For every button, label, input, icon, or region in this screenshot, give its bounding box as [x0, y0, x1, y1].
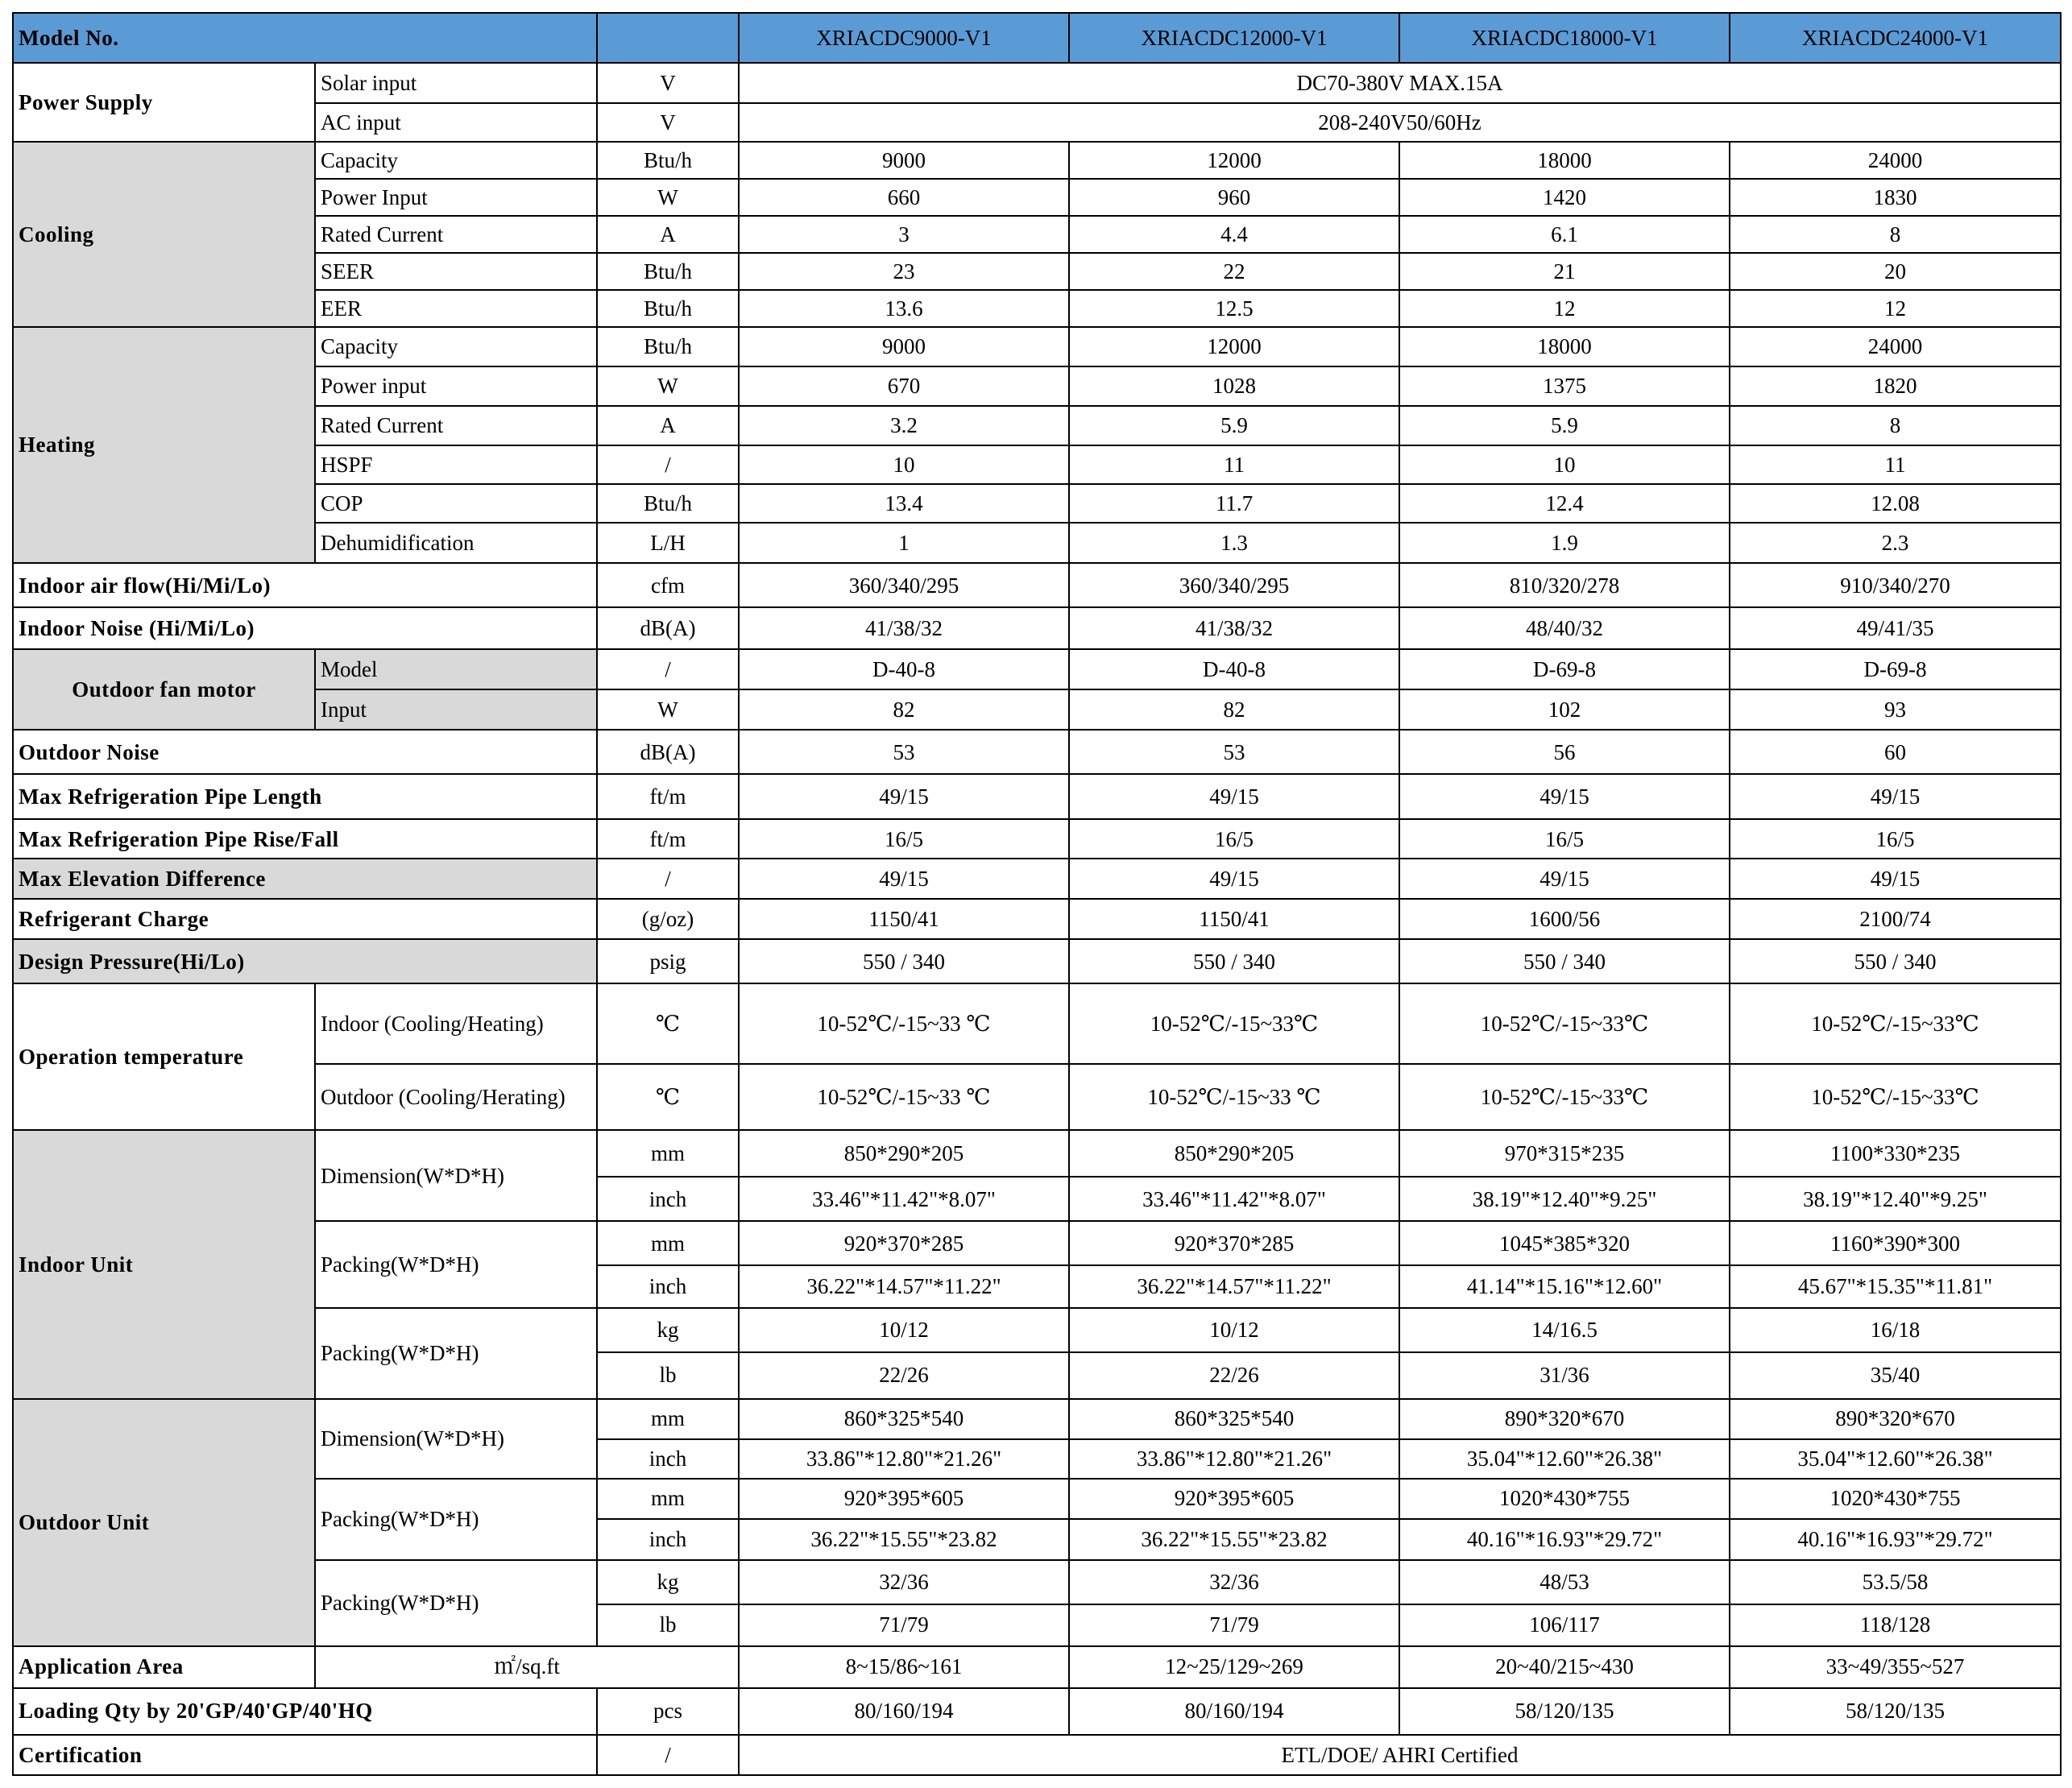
value-cell: 48/40/32 [1399, 607, 1730, 649]
value-cell: 11 [1730, 445, 2061, 484]
row-label: Power Input [315, 179, 597, 216]
row-label: Outdoor (Cooling/Herating) [315, 1064, 597, 1130]
unit-cell: inch [597, 1177, 739, 1221]
value-cell: 5.9 [1399, 406, 1730, 445]
value-cell: 38.19"*12.40"*9.25" [1399, 1177, 1730, 1221]
value-cell: 33.46"*11.42"*8.07" [1069, 1177, 1399, 1221]
value-cell: 1600/56 [1399, 899, 1730, 939]
row-label: SEER [315, 253, 597, 290]
value-cell: 35.04"*12.60"*26.38" [1730, 1439, 2061, 1479]
value-cell: 16/5 [1399, 819, 1730, 859]
value-cell: 80/160/194 [739, 1688, 1069, 1735]
table-row [13, 819, 2061, 859]
unit-cell: kg [597, 1308, 739, 1352]
value-cell: 41.14"*15.16"*12.60" [1399, 1265, 1730, 1307]
table-row [13, 142, 2061, 179]
unit-cell: pcs [597, 1688, 739, 1735]
value-cell: 10-52℃/-15~33℃ [1730, 1064, 2061, 1130]
table-row [13, 563, 2061, 607]
value-cell: 82 [739, 689, 1069, 730]
unit-cell: W [597, 366, 739, 406]
subgroup-label: Packing(W*D*H) [315, 1560, 597, 1646]
row-label: Design Pressure(Hi/Lo) [13, 939, 597, 983]
table-row [13, 649, 2061, 689]
table-row [13, 1064, 2061, 1130]
table-row [13, 1735, 2061, 1775]
table-row [13, 899, 2061, 939]
value-cell: 550 / 340 [739, 939, 1069, 983]
row-label: Rated Current [315, 216, 597, 253]
table-row [13, 607, 2061, 649]
unit-cell: Btu/h [597, 142, 739, 179]
row-label: Capacity [315, 327, 597, 366]
value-cell: 35/40 [1730, 1352, 2061, 1399]
unit-cell: W [597, 179, 739, 216]
table-row [13, 103, 2061, 142]
value-cell: 960 [1069, 179, 1399, 216]
value-cell: 12.4 [1399, 484, 1730, 523]
value-cell: 2.3 [1730, 523, 2061, 563]
row-label: Dehumidification [315, 523, 597, 563]
value-cell: 11.7 [1069, 484, 1399, 523]
value-cell: 53 [739, 730, 1069, 774]
table-row [13, 253, 2061, 290]
value-cell: 8 [1730, 216, 2061, 253]
value-cell: 58/120/135 [1399, 1688, 1730, 1735]
unit-cell: / [597, 1735, 739, 1775]
value-cell: 58/120/135 [1730, 1688, 2061, 1735]
subgroup-label: Dimension(W*D*H) [315, 1399, 597, 1479]
value-cell: D-69-8 [1399, 649, 1730, 689]
value-cell: 920*395*605 [1069, 1479, 1399, 1519]
row-label: AC input [315, 103, 597, 142]
group-label: Power Supply [13, 63, 315, 142]
unit-cell: W [597, 689, 739, 730]
unit-cell: Btu/h [597, 484, 739, 523]
value-cell: 890*320*670 [1399, 1399, 1730, 1439]
row-label: Solar input [315, 63, 597, 103]
value-cell: 24000 [1730, 142, 2061, 179]
unit-cell: dB(A) [597, 730, 739, 774]
value-cell: 60 [1730, 730, 2061, 774]
value-cell: 550 / 340 [1730, 939, 2061, 983]
unit-cell: cfm [597, 563, 739, 607]
table-row [13, 1308, 2061, 1352]
group-label: Heating [13, 327, 315, 563]
value-cell: 71/79 [1069, 1604, 1399, 1646]
value-cell: 1375 [1399, 366, 1730, 406]
value-cell: 920*395*605 [739, 1479, 1069, 1519]
unit-cell: Btu/h [597, 253, 739, 290]
value-cell: 102 [1399, 689, 1730, 730]
unit-cell: mm [597, 1130, 739, 1177]
value-cell: 49/15 [1399, 774, 1730, 819]
value-cell: 20 [1730, 253, 2061, 290]
value-cell: 850*290*205 [739, 1130, 1069, 1177]
value-cell: 36.22"*14.57"*11.22" [1069, 1265, 1399, 1307]
value-cell: 10-52℃/-15~33℃ [1069, 983, 1399, 1064]
value-cell: 10-52℃/-15~33℃ [1730, 983, 2061, 1064]
value-cell: 36.22"*15.55"*23.82 [1069, 1519, 1399, 1560]
table-row [13, 689, 2061, 730]
value-cell: 14/16.5 [1399, 1308, 1730, 1352]
value-cell: 36.22"*15.55"*23.82 [739, 1519, 1069, 1560]
table-row [13, 179, 2061, 216]
value-cell: 32/36 [739, 1560, 1069, 1604]
value-cell: 810/320/278 [1399, 563, 1730, 607]
value-cell: 8~15/86~161 [739, 1646, 1069, 1688]
table-row [13, 290, 2061, 327]
value-cell: 10 [739, 445, 1069, 484]
value-cell: 49/15 [1730, 774, 2061, 819]
value-cell: 10 [1399, 445, 1730, 484]
unit-cell: psig [597, 939, 739, 983]
value-cell: 10-52℃/-15~33℃ [1399, 1064, 1730, 1130]
value-cell: 12 [1730, 290, 2061, 327]
value-cell: 1.9 [1399, 523, 1730, 563]
group-label: Indoor Unit [13, 1130, 315, 1398]
unit-cell: kg [597, 1560, 739, 1604]
subgroup-label: Packing(W*D*H) [315, 1221, 597, 1307]
value-cell: 1420 [1399, 179, 1730, 216]
value-cell: 71/79 [739, 1604, 1069, 1646]
value-cell: 12.5 [1069, 290, 1399, 327]
value-cell: 49/15 [1730, 859, 2061, 899]
unit-cell: A [597, 216, 739, 253]
unit-header-cell [597, 13, 739, 63]
value-cell: 45.67"*15.35"*11.81" [1730, 1265, 2061, 1307]
model-no-label: Model No. [13, 13, 597, 63]
value-cell: 106/117 [1399, 1604, 1730, 1646]
value-cell: 12 [1399, 290, 1730, 327]
value-cell: 18000 [1399, 327, 1730, 366]
unit-cell: Btu/h [597, 290, 739, 327]
unit-cell: inch [597, 1439, 739, 1479]
value-cell: 53.5/58 [1730, 1560, 2061, 1604]
unit-cell: lb [597, 1604, 739, 1646]
unit-cell: / [597, 649, 739, 689]
row-label: Input [315, 689, 597, 730]
value-cell: 93 [1730, 689, 2061, 730]
value-cell: 10-52℃/-15~33 ℃ [1069, 1064, 1399, 1130]
row-label: Application Area [13, 1646, 315, 1688]
value-cell: 49/15 [1399, 859, 1730, 899]
unit-cell: A [597, 406, 739, 445]
value-cell: D-69-8 [1730, 649, 2061, 689]
value-cell: 1045*385*320 [1399, 1221, 1730, 1265]
value-cell: 890*320*670 [1730, 1399, 2061, 1439]
value-cell: 23 [739, 253, 1069, 290]
value-cell: 118/128 [1730, 1604, 2061, 1646]
value-cell: 9000 [739, 327, 1069, 366]
value-cell: 40.16"*16.93"*29.72" [1730, 1519, 2061, 1560]
value-cell: 10/12 [739, 1308, 1069, 1352]
row-label: Max Elevation Difference [13, 859, 597, 899]
unit-cell: mm [597, 1399, 739, 1439]
value-cell: 32/36 [1069, 1560, 1399, 1604]
value-cell: 16/5 [1730, 819, 2061, 859]
unit-cell: mm [597, 1479, 739, 1519]
value-cell: 3.2 [739, 406, 1069, 445]
unit-cell: dB(A) [597, 607, 739, 649]
value-cell: 920*370*285 [1069, 1221, 1399, 1265]
model-header: XRIACDC12000-V1 [1069, 13, 1399, 63]
row-label: Indoor Noise (Hi/Mi/Lo) [13, 607, 597, 649]
value-cell: 40.16"*16.93"*29.72" [1399, 1519, 1730, 1560]
value-cell: 860*325*540 [739, 1399, 1069, 1439]
row-label: EER [315, 290, 597, 327]
table-row [13, 1130, 2061, 1177]
table-row [13, 1399, 2061, 1439]
value-cell: 1.3 [1069, 523, 1399, 563]
value-cell: ETL/DOE/ AHRI Certified [739, 1735, 2061, 1775]
value-cell: 22/26 [739, 1352, 1069, 1399]
value-cell: 550 / 340 [1069, 939, 1399, 983]
row-label: Loading Qty by 20'GP/40'GP/40'HQ [13, 1688, 597, 1735]
value-cell: 8 [1730, 406, 2061, 445]
table-row [13, 730, 2061, 774]
value-cell: 1100*330*235 [1730, 1130, 2061, 1177]
value-cell: 33~49/355~527 [1730, 1646, 2061, 1688]
spec-table [12, 12, 2062, 1776]
value-cell: 660 [739, 179, 1069, 216]
group-label: Operation temperature [13, 983, 315, 1130]
value-cell: 33.86"*12.80"*21.26" [739, 1439, 1069, 1479]
row-label: Indoor air flow(Hi/Mi/Lo) [13, 563, 597, 607]
value-cell: 850*290*205 [1069, 1130, 1399, 1177]
row-label: Certification [13, 1735, 597, 1775]
value-cell: 22 [1069, 253, 1399, 290]
value-cell: 5.9 [1069, 406, 1399, 445]
value-cell: 1 [739, 523, 1069, 563]
value-cell: 48/53 [1399, 1560, 1730, 1604]
row-label: HSPF [315, 445, 597, 484]
group-label: Cooling [13, 142, 315, 327]
row-label: Model [315, 649, 597, 689]
value-cell: 36.22"*14.57"*11.22" [739, 1265, 1069, 1307]
value-cell: 1020*430*755 [1730, 1479, 2061, 1519]
value-cell: 49/15 [739, 859, 1069, 899]
value-cell: 31/36 [1399, 1352, 1730, 1399]
table-row [13, 366, 2061, 406]
unit-cell: ft/m [597, 774, 739, 819]
row-label: Outdoor Noise [13, 730, 597, 774]
row-label: Refrigerant Charge [13, 899, 597, 939]
value-cell: 80/160/194 [1069, 1688, 1399, 1735]
table-row [13, 774, 2061, 819]
value-cell: 16/5 [1069, 819, 1399, 859]
value-cell: 12~25/129~269 [1069, 1646, 1399, 1688]
value-cell: 10-52℃/-15~33 ℃ [739, 983, 1069, 1064]
value-cell: 24000 [1730, 327, 2061, 366]
unit-cell: ft/m [597, 819, 739, 859]
value-cell: 1830 [1730, 179, 2061, 216]
value-cell: 49/15 [1069, 774, 1399, 819]
unit-cell: lb [597, 1352, 739, 1399]
value-cell: 16/5 [739, 819, 1069, 859]
unit-cell: ℃ [597, 1064, 739, 1130]
value-cell: 6.1 [1399, 216, 1730, 253]
unit-cell: / [597, 859, 739, 899]
value-cell: 13.6 [739, 290, 1069, 327]
table-row [13, 484, 2061, 523]
subgroup-label: Packing(W*D*H) [315, 1479, 597, 1560]
unit-cell: V [597, 103, 739, 142]
value-cell: 41/38/32 [739, 607, 1069, 649]
model-header: XRIACDC24000-V1 [1730, 13, 2061, 63]
value-cell: 16/18 [1730, 1308, 2061, 1352]
value-cell: 360/340/295 [1069, 563, 1399, 607]
table-row [13, 327, 2061, 366]
row-label: Power input [315, 366, 597, 406]
unit-cell: ℃ [597, 983, 739, 1064]
value-cell: 22/26 [1069, 1352, 1399, 1399]
value-cell: 35.04"*12.60"*26.38" [1399, 1439, 1730, 1479]
unit-cell: / [597, 445, 739, 484]
model-header: XRIACDC9000-V1 [739, 13, 1069, 63]
unit-cell: V [597, 63, 739, 103]
value-cell: 910/340/270 [1730, 563, 2061, 607]
model-header: XRIACDC18000-V1 [1399, 13, 1730, 63]
value-cell: 10/12 [1069, 1308, 1399, 1352]
value-cell: DC70-380V MAX.15A [739, 63, 2061, 103]
unit-cell: Btu/h [597, 327, 739, 366]
value-cell: D-40-8 [739, 649, 1069, 689]
value-cell: 33.46"*11.42"*8.07" [739, 1177, 1069, 1221]
value-cell: 21 [1399, 253, 1730, 290]
unit-cell: mm [597, 1221, 739, 1265]
table-row [13, 216, 2061, 253]
group-label: Outdoor Unit [13, 1399, 315, 1646]
value-cell: 11 [1069, 445, 1399, 484]
value-cell: 12000 [1069, 142, 1399, 179]
unit-cell: (g/oz) [597, 899, 739, 939]
table-row [13, 1479, 2061, 1519]
value-cell: 4.4 [1069, 216, 1399, 253]
value-cell: 49/15 [1069, 859, 1399, 899]
subgroup-label: Packing(W*D*H) [315, 1308, 597, 1399]
row-label: Max Refrigeration Pipe Rise/Fall [13, 819, 597, 859]
value-cell: 920*370*285 [739, 1221, 1069, 1265]
value-cell: 670 [739, 366, 1069, 406]
table-row [13, 63, 2061, 103]
row-label: Capacity [315, 142, 597, 179]
value-cell: 38.19"*12.40"*9.25" [1730, 1177, 2061, 1221]
value-cell: 9000 [739, 142, 1069, 179]
group-label: Outdoor fan motor [13, 649, 315, 730]
value-cell: 82 [1069, 689, 1399, 730]
table-row [13, 1688, 2061, 1735]
row-label: Max Refrigeration Pipe Length [13, 774, 597, 819]
subgroup-label: Dimension(W*D*H) [315, 1130, 597, 1221]
row-label: Indoor (Cooling/Heating) [315, 983, 597, 1064]
table-row [13, 939, 2061, 983]
table-row [13, 523, 2061, 563]
table-row [13, 1646, 2061, 1688]
value-cell: D-40-8 [1069, 649, 1399, 689]
table-row [13, 13, 2061, 63]
value-cell: 3 [739, 216, 1069, 253]
value-cell: 12.08 [1730, 484, 2061, 523]
unit-cell: inch [597, 1265, 739, 1307]
value-cell: 1020*430*755 [1399, 1479, 1730, 1519]
value-cell: 970*315*235 [1399, 1130, 1730, 1177]
value-cell: 10-52℃/-15~33℃ [1399, 983, 1730, 1064]
value-cell: 2100/74 [1730, 899, 2061, 939]
unit-cell: inch [597, 1519, 739, 1560]
value-cell: 860*325*540 [1069, 1399, 1399, 1439]
value-cell: 1028 [1069, 366, 1399, 406]
value-cell: 1150/41 [739, 899, 1069, 939]
value-cell: 18000 [1399, 142, 1730, 179]
value-cell: 49/15 [739, 774, 1069, 819]
value-cell: 56 [1399, 730, 1730, 774]
value-cell: 1160*390*300 [1730, 1221, 2061, 1265]
row-label: Rated Current [315, 406, 597, 445]
value-cell: 20~40/215~430 [1399, 1646, 1730, 1688]
value-cell: 13.4 [739, 484, 1069, 523]
table-row [13, 983, 2061, 1064]
table-row [13, 1560, 2061, 1604]
value-cell: 360/340/295 [739, 563, 1069, 607]
value-cell: 49/41/35 [1730, 607, 2061, 649]
value-cell: 208-240V50/60Hz [739, 103, 2061, 142]
spec-table-body [13, 13, 2061, 1775]
value-cell: 33.86"*12.80"*21.26" [1069, 1439, 1399, 1479]
value-cell: 12000 [1069, 327, 1399, 366]
table-row [13, 859, 2061, 899]
value-cell: 53 [1069, 730, 1399, 774]
unit-cell: ㎡/sq.ft [315, 1646, 739, 1688]
value-cell: 10-52℃/-15~33 ℃ [739, 1064, 1069, 1130]
value-cell: 1150/41 [1069, 899, 1399, 939]
value-cell: 41/38/32 [1069, 607, 1399, 649]
value-cell: 1820 [1730, 366, 2061, 406]
table-row [13, 406, 2061, 445]
row-label: COP [315, 484, 597, 523]
table-row [13, 1221, 2061, 1265]
table-row [13, 445, 2061, 484]
unit-cell: L/H [597, 523, 739, 563]
value-cell: 550 / 340 [1399, 939, 1730, 983]
